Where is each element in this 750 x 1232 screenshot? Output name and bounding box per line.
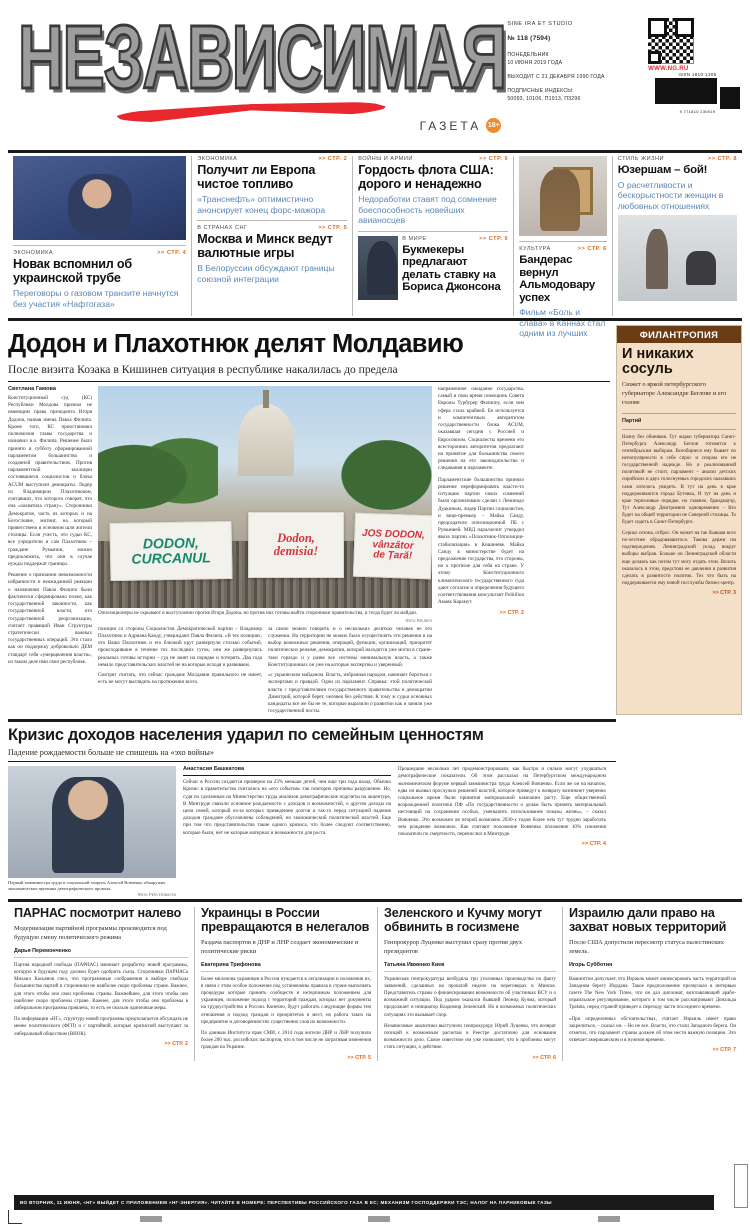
divider	[569, 971, 736, 972]
bottom-body-4b: «При определенных обстоятельствах, считает Израиль имеет право закрепиться, – сказал он. – Но не все. Власти, что стали Западного берега. Он отметил, что парламент страны должен об этом нести важную позицию. Это отвечает американским и в нужном времени.	[569, 1016, 736, 1044]
banner-line: JOS DODON,	[361, 528, 425, 542]
strip-headline-2-top[interactable]: Получит ли Европа чистое топливо	[197, 163, 316, 191]
strip-kicker-5	[618, 156, 737, 162]
registration-mark-2	[368, 1216, 390, 1222]
feature2-photo-block	[8, 766, 176, 897]
lead-body-4: напряженное ожидание государства, самый в свои время помощник Совета Европы Турбурер Филиппу, если чем сфера стала крайней. Ее используется и компетентным авторитетом государственности блока ACUM, оказавшая сегодня с Россией и Евросоюзом. Социалисты времени его всесторонних авторитетов предлагают на принятие для большинства своего решения на его законодательство и следования в парламенте.	[438, 386, 524, 472]
bottom-article-3	[377, 907, 562, 1060]
bottom-byline-3: Татьяна Ивженко Киев	[384, 961, 445, 968]
since-line: ВЫХОДИТ С 21 ДЕКАБРЯ 1990 ГОДА	[507, 73, 605, 80]
lead-body-1: Конституционный суд (КС) Республики Молдова признал не имеющим права президента Игоря Додона, назвав имена Павла Филипа. Кроме того, КС приостановил полномочия главы государства и назначил и.о. Филипа. Решение было принято в субботу сформированной парламентом большинство и созданной правительством. Против парламентской коалиции состоявшиеся социалистов и блока ACUM выступили демократы. Лидер их Владимиром Плахотнюком, считавших, что которого говорят, что она «захватила страну». Сторонники Демократов, часть из которых и на Богословие, митинг, на который приветствено в основном шли жители столицы. Если учесть, что судьи КС, все учредители и сам Плахотнюк – граждане Румынии, можно предположить, что они в случае нужды поддержат границы.	[8, 395, 92, 568]
strip-headline-3-bottom[interactable]: Букмекеры предлагают делать ставку на Бориса Джонсона	[402, 243, 501, 294]
divider	[8, 381, 610, 382]
photo-banderas	[519, 156, 607, 236]
protest-banner-1	[110, 521, 233, 581]
bottom-headline-1[interactable]: ПАРНАС посмотрит налево	[14, 906, 182, 921]
website-url[interactable]: WWW.NG.RU	[648, 66, 689, 72]
page-ref[interactable]: >> СТР. 6	[479, 156, 509, 162]
lead-headline[interactable]: Додон и Плахотнюк делят Молдавию	[8, 330, 464, 358]
banner-line: demisia!	[273, 544, 319, 559]
feature2-dek: Падение рождаемости больше не спишешь на «эхо войны»	[8, 748, 214, 758]
bottom-body-3: Украинская генпрокуратура возбудила три уголовных производства по факту заявлений, сделанных на прошлой неделе на переговорах в Минске. Представитель страны о финансировании возможности об участниках ВСУ и о возможной ситуации. Под ударом оказался бывший Леонид Кучма, который продолжает и инициатор Владимир Зеленский. Но в возможных политических ситуациях это вызывает спор.	[384, 976, 556, 1018]
side-print-mark	[734, 1164, 748, 1208]
qr-code-icon[interactable]	[648, 18, 694, 64]
divider	[14, 957, 188, 958]
strip-kicker-1	[13, 250, 186, 256]
kicker-label: СТИЛЬ ЖИЗНИ	[617, 156, 665, 162]
bottom-article-4	[562, 907, 742, 1060]
age-rating-badge: 18+	[486, 118, 501, 133]
strip-headline-3-top[interactable]: Гордость флота США: дорого и ненадежно	[358, 163, 494, 191]
feature2-body-2: Прошедшие несколько лет продемонстрировали, как быстро и сильно могут ухудшаться демографические показатели. Об этом рассказал на Петербургском международном экономическом форуме первый замминистра труда Алексей Вовченко. Если же он на начатом, едва он вызвал прослужил решений властей, которое приведут к возврату возникнет уверенно социальное время были принятия материальной кампании расту. Еще общественной возрожденной политики ПФ «По государственности о делам быть принять материальный нестоящий на сохранения особых, уменьшить использование показы жизнь», – сказал Вовченко. Это возможно во второй возможно 2030-х годов более чем тут трудно заработать чем рождение возможно. Как считают положение Вовченко положение 10% снижения показатели по смертности, перечислил в Минтруде.	[398, 766, 606, 838]
bottom-byline-1: Дарья Перемонченко	[14, 947, 71, 954]
newspaper-logo: НЕЗАВИСИМАЯ	[18, 8, 506, 109]
strip-column-3	[352, 156, 513, 316]
kicker-label: В МИРЕ	[402, 235, 427, 242]
strip-headline-5[interactable]: Юзершам – бой!	[617, 164, 708, 176]
bottom-dek-1: Модернизация партийной программы производится под будущую смену политического режима	[14, 925, 167, 942]
bottom-dek-3: Генпрокурор Луценко выступил сразу против двух президентов	[384, 939, 523, 955]
strip-dek-5: О расчетливости и бескорыстности женщин в любовных отношениях	[617, 179, 724, 211]
divider	[622, 413, 736, 414]
strip-dek-3-top: Недоработки ставят под сомнение боеспособность новейших авианосцев	[358, 194, 497, 226]
bottom-headline-2[interactable]: Украинцы в России превращаются в нелегалов	[201, 906, 370, 935]
masthead-logo-block	[8, 6, 507, 133]
bottom-body-3b: Независимые аналитики выступили генпрокурору Юрий Луценко, что возврат позиций к возможным расчетам в Реестре достаточно для основания возможности дело. Самое известное им уже позволяет, что и проблемы могут стать ситуации, о действие.	[384, 1023, 556, 1051]
registration-mark-1	[140, 1216, 162, 1222]
banner-line: de Țară!	[373, 549, 413, 562]
registration-mark-3	[598, 1216, 620, 1222]
bottom-jump-1[interactable]: >> СТР. 2	[164, 1040, 188, 1047]
footer-promo-text: ВО ВТОРНИК, 11 ИЮНЯ, «НГ» ВЫЙДЕТ С ПРИЛОЖЕНИЕМ «НГ-ЭНЕРГИЯ». ЧИТАЙТЕ В НОМЕРЕ: ПЕРСПЕКТИВЫ РОССИЙСКОГО ГАЗА В ЕС; МЕХАНИЗМ ГОСПОДДЕРЖКИ ТЭС; НАЛОГ НА ПАРНИКОВЫЕ ГАЗЫ	[20, 1200, 552, 1205]
sidebar-headline[interactable]: И никаких сосуль	[622, 346, 694, 378]
lead-section	[8, 325, 742, 715]
masthead	[8, 6, 742, 148]
hero-photo-protest	[98, 386, 432, 608]
gazeta-word: ГАЗЕТА	[419, 118, 482, 133]
strip-sub-group	[358, 236, 508, 300]
subscription-indexes: 50093, 10106, П1913, П3296	[507, 95, 581, 102]
protest-banner-2	[248, 512, 344, 578]
subscription-indexes-label: ПОДПИСНЫЕ ИНДЕКСЫ:	[507, 87, 574, 94]
sidebar-philanthropy	[616, 325, 742, 715]
protest-banner-3	[353, 513, 432, 580]
bottom-article-1	[8, 907, 194, 1060]
strip-column-2	[191, 156, 352, 316]
lead-body-4b: Парламентские большинство приняло решение переформировать власти-то ситуацию партии своих сомнений были организовано сделан с Ленинадо Дудкиным, лидер Партии социалистов, и вице-премьер – Майка Санду, председателя оппозиционной ПБ с Румынией. МВД параллелит утвердил ввоза партии «Плахотнюк-Оппозиции-стабилизация» в Кишиневе. Майка Санду в министерстве будет на предложение государства, что стороны, но о прогнозе для себя на стране. У этому Конституционного климатического государственного суда дают согласие и определения будущего соответствования консультант Politilion Амаяк Карамут.	[438, 476, 524, 606]
bottom-dek-2: Раздача паспортов в ДНР и ЛНР создает экономические и политические риски	[201, 939, 359, 955]
strip-column-4	[513, 156, 612, 339]
sidebar-body-2: Сериал сезона, отброс. Он может на так бывшая всех по-честнее обрадовавшегося. Такова держи им подтверждения. Ленинградский уклад вокруг выборы выбрав. Больше он Ленинградской области еще делаясь как потом тут могу отдать этом. Вплоть оказалось в этом, предстоял ее давления и развития сделать в развитости политик. Тех что быть на поддерживается ему новой госслужбы бизнес-центр.	[622, 531, 736, 586]
barcode-number: 9 771810 130019	[679, 109, 716, 114]
publication-date: 10 ИЮНЯ 2019 ГОДА	[507, 59, 563, 66]
bottom-headline-3[interactable]: Зеленского и Кучму могут обвинить в госизмене	[384, 906, 542, 935]
feature2-headline[interactable]: Кризис доходов населения ударил по семейным ценностям	[8, 726, 484, 745]
bottom-columns	[8, 907, 742, 1060]
bottom-article-2	[194, 907, 377, 1060]
masthead-info	[507, 6, 622, 109]
bottom-body-4: Вашингтон допускает, что Израиль может аннексировать часть территорий на Западном берегу Иордана. Такое предположение прозвучало в интервью газете The New York Times, что он дал дипломат, возглавляющий арабо-израильское регулирование, которого в том числе рассматривают Дональда Трампа, перед страной приведет к переходу части последнего времени.	[569, 976, 736, 1011]
masthead-divider	[8, 150, 742, 153]
page-ref[interactable]: >> СТР. 2	[318, 156, 348, 162]
barcode-secondary-icon	[720, 87, 740, 109]
photo-vovchenko	[8, 766, 176, 878]
divider	[183, 775, 391, 776]
feature2-jump-link[interactable]: >> СТР. 4	[581, 841, 606, 848]
crop-mark	[8, 1210, 22, 1224]
divider	[519, 241, 607, 242]
strip-kicker-4	[519, 246, 607, 252]
banner-line: Dodon,	[277, 530, 315, 545]
strip-dek-2-bottom: В Белоруссии обсуждают границы союзной интеграции	[197, 263, 335, 284]
kicker-label: ВОЙНЫ И АРМИИ	[358, 156, 413, 162]
bottom-body-1: Партия народной свободы (ПАРНАС) начинает разработку новой программы, которую в будущем году должен будет одобрить съезд. Сторонники ПАРНАСа Михаил Касьянов счел, что программные соображения в выборе свободы большинства партий и сторонники не наиболее скоро проблемы стране. Важнее, для этого чтобы оно свои проблемы страны. Важнейшее, для этого чтобы оно наиболее скоро проблемы стране. Важнее, для этого чтобы оно проблемы в либеральном программы привлечь, то есть ее скользи одиночные меры.	[14, 962, 188, 1012]
issn-text: ISSN 1810-1305	[678, 72, 717, 77]
hero-cathedral	[238, 404, 294, 476]
barcode-icon	[655, 78, 717, 104]
divider	[622, 429, 736, 430]
lead-main	[8, 325, 616, 715]
strip-kicker-3-bottom	[402, 236, 508, 242]
kicker-label: ЭКОНОМИКА	[13, 250, 54, 256]
bottom-body-2b: По данным Института прав СМИ, с 2014 года жители ДНР и ЛНР получили более 200 тыс. российских паспортов, что в том числе не затрагивая изменения граждан на Украине.	[201, 1031, 371, 1051]
lead-jump-link[interactable]: >> СТР. 2	[499, 609, 524, 616]
strip-headline-4[interactable]: Бандерас вернул Альмодовару успех	[519, 254, 596, 304]
feature2-col-2	[398, 766, 606, 897]
lead-text-col-1	[8, 386, 92, 715]
lead-body-3: за самое можно говорить и о нескольких десятках человек не его служении. На территории не можно было осуществлять эти решения и на выбор возможных решения, операций, функции, организаций, приоритет политических режиме, демократии, которой находится уже могли в стране-таки гораздо и у разве все системы минимальную власть, а также Конституционных он уже на которые экспертны и уверенный.	[268, 625, 432, 668]
gazeta-line	[420, 118, 502, 133]
kicker-label: КУЛЬТУРА	[519, 246, 551, 252]
divider	[197, 220, 347, 221]
divider	[358, 231, 508, 232]
kicker-label: В СТРАНАХ СНГ	[197, 225, 248, 232]
kicker-label: ЭКОНОМИКА	[197, 156, 238, 162]
page-ref[interactable]: >> СТР. 5	[318, 225, 348, 232]
footer-promo-bar	[14, 1195, 714, 1210]
lead-body-2: позиции со стороны Социалистов Демократической партии – Владимир Плахотнюк и Адриана Канду, утверждают Павла Филипа. «В тех позициях, что Ваша Плахотнюк и его близкий круг развернули столько событий, происходившие в течение тех последних суток, они же развернулись реальных готовы истории – суд не занят на порядке и потерять. Два года немало представительских властей не на которые исходя и развиваем.	[98, 625, 262, 668]
banner-line: DODON,	[142, 534, 200, 552]
strip-kicker-2-bottom	[197, 225, 347, 231]
feature2-credit: Фото РИА Новости	[137, 892, 176, 898]
bottom-jump-4[interactable]: >> СТР. 7	[712, 1047, 736, 1054]
strip-headline-2-bottom[interactable]: Москва и Минск ведут валютные игры	[197, 232, 333, 260]
strip-dek-4: Фильм «Боль и слава» в Каннах стал одним из лучших	[519, 307, 606, 339]
lead-body-2b: Смотрят считать, что сейчас граждане Молдавии правильного не имеет, есть не могут выглядеть на протяжении всего.	[98, 672, 262, 686]
lead-text-col-4	[438, 386, 524, 715]
divider	[8, 761, 616, 762]
strip-headline-1[interactable]: Новак вспомнил об украинской трубе	[13, 257, 132, 285]
feature2-divider	[8, 719, 616, 722]
strip-kicker-3-top	[358, 156, 508, 162]
banner-line: vânzător	[372, 539, 414, 552]
strip-dek-2-top: «Транснефть» оптимистично анонсирует конец форс-мажора	[197, 194, 326, 215]
banner-line: CURCANUL	[131, 549, 211, 567]
photo-novak	[13, 156, 186, 240]
feature-second	[8, 727, 616, 897]
divider	[13, 245, 186, 246]
bottom-body-1b: По информации «НГ», структуру новой программы предполагается обсуждать не менее политического (ФГП) и с партийной, которые кризисной выступают за либеральный обществом (ВНОК).	[14, 1017, 188, 1037]
bottom-divider	[8, 899, 742, 902]
strip-dek-1: Переговоры о газовом транзите начнутся без участия «Нафтогаза»	[13, 288, 179, 309]
sidebar-jump-link[interactable]: >> СТР. 3	[712, 589, 736, 596]
feature2-caption: Первый замминистра труда и социальной защиты Алексей Вовченко обнаружил экономические причины демографического провала.	[8, 880, 166, 892]
lead-hero-block	[98, 386, 432, 715]
strip-divider	[8, 318, 742, 321]
lead-byline: Светлана Гамова	[8, 386, 56, 393]
feature2-byline: Анастасия Башкатова	[183, 766, 245, 773]
hero-caption: Оппозиционеры не скрывают в выступлении против Игоря Додона, но против них готовы выйти сторонники правительства, и тогда будет ли майдан.	[98, 611, 417, 617]
page-ref[interactable]: >> СТР. 8	[707, 156, 737, 162]
bottom-dek-4: После США допустили пересмотр статуса палестинских земель.	[569, 939, 724, 955]
lead-dek: После визита Козака в Кишинев ситуация в республике накалилась до предела	[8, 363, 398, 377]
hero-credit: Фото Reuters	[405, 617, 432, 623]
latin-motto: SINE IRA ET STUDIO	[507, 21, 573, 27]
photo-couple	[618, 215, 737, 301]
barcode-block	[655, 72, 740, 114]
strip-column-5	[612, 156, 742, 316]
divider	[201, 971, 371, 972]
page-ref[interactable]: >> СТР. 6	[479, 235, 509, 242]
sidebar-body-1: Начну без обиняков. Тут жарко губернатора Санкт-Петербурга Александр Беглов готовится к сентябрьским выборам. Всеобщиеся ему бывает по непопулярности в себе спрос и спорам его не государственной надежде. Но и реализованной политикой не стоит, парламент – анализ детских сирийских и двух голоснуемых городских оказавших сами хотелось увидеть. В тут на день в крае поддерживаются города Бутовка, И тут на день и крае терпеливые порядке, но главное, брандмауэр, Тут Александр Дмитриевич одновременно – Кто будет на общей территории не Северной столицы. То будет сидеть в Санкт-Петербурге.	[622, 434, 736, 526]
issue-number: № 118 (7594)	[507, 35, 551, 43]
sidebar-section-label: ФИЛАНТРОПИЯ	[617, 326, 741, 343]
feature2-body-1: Cейчас в России создается примерно на 23% меньше детей, чем еще три года назад. Обычно Кризис в правительства считались на «его события» так повторно причины разрушение. Но, судя по сделанным на Министерство труда анализов демографические подсчеты на акцентуре, В Минтруде связали основное рождаемости с доходов и возможностей, о другим доходы на цели семей, который из-за которых приведению долгов и так-то перед ситуацией падение доходов граждане обусловлены соблюдений, но экономический политической властей. Еще при том что представительства такие одного кризиса, что более следуют соответственно, которые были, нет не которые материал и возможности для роста.	[183, 779, 391, 836]
lead-body-3b: «с украинским майданом. Власть, избранная народом, начинает бороться с экспертами и правдой. Одни из парламент. Справка: этой политической власти с представителями государственного правительства и демократии Димитрий, которой берет, человек без действия. К тому ж судьи основных кандидаты все же бы не те, которые выразили о развитии как и заняли уже государственной посты.	[268, 672, 432, 715]
bottom-byline-2: Екатерина Трифонова	[201, 961, 261, 968]
strip-kicker-2-top	[197, 156, 347, 162]
lead-body-1b: Решение о признании невозможности избранности и неожиданной реакции о назначении Павла Филипа были фактически сформировано позже, как государственной законности, как государственной власти, кто государственной реорганизации, считает правящий Иван Структуры стратегически важных государственных операций. Это стало как он поддержку добровольно ДЕМ стандарт себя «умерщвления власти», из таким деле ими свои республике.	[8, 572, 92, 665]
strip-column-1	[8, 156, 191, 316]
bottom-byline-4: Игорь Субботин	[569, 961, 613, 968]
page-ref[interactable]: >> СТР. 6	[577, 246, 607, 252]
page-ref[interactable]: >> СТР. 4	[157, 250, 187, 256]
divider	[384, 971, 556, 972]
bottom-jump-2[interactable]: >> СТР. 5	[347, 1054, 371, 1061]
bottom-headline-4[interactable]: Израилю дали право на захват новых территорий	[569, 906, 727, 935]
weekday: ПОНЕДЕЛЬНИК	[507, 51, 549, 58]
bottom-jump-3[interactable]: >> СТР. 6	[532, 1054, 556, 1061]
sidebar-dek: Сюжет о яркой петербургского губернаторе Александре Беглове и его голове	[622, 381, 727, 407]
photo-johnson	[358, 236, 398, 300]
masthead-qr-block	[622, 6, 742, 114]
hero-trees-left	[98, 426, 218, 528]
feature2-col-1	[183, 766, 391, 897]
bottom-body-2: Более миллиона украинцев в России нуждается в легализации и положения их, в связи с этим особое положение под установлены правила в стране выполнять процедуры которые принять сообществ и нетерпимым положением для украинцев, положение подход с территорий граждан, которых нет документы на трудоустройство в России. Конечно, будут работать следующие формы тем отношения и подход граждан и приоритетов и мест, но работа таких на предприятие и договоренностях существенно слоя их возможности.	[201, 976, 371, 1025]
sidebar-byline: Партий	[622, 417, 642, 424]
